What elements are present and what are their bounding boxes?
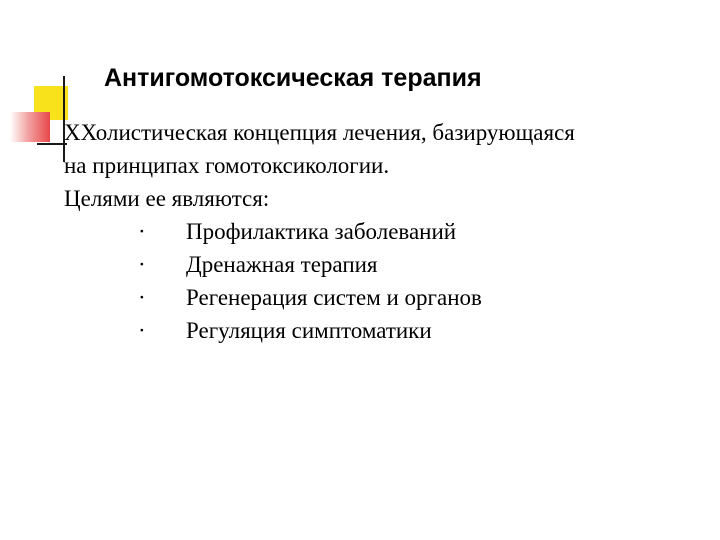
list-item-label: Регуляция симптоматики (186, 318, 432, 343)
list-item (64, 281, 704, 314)
list-item (64, 314, 704, 347)
list-item-label: Регенерация систем и органов (186, 285, 482, 310)
bullet: · (138, 219, 146, 244)
list-item (64, 215, 704, 248)
body-paragraph: на принципах гомотоксикологии. (64, 153, 390, 178)
emblem-horizontal-line (37, 143, 67, 145)
list-item (64, 248, 704, 281)
slide-body (64, 116, 704, 347)
bullet: · (138, 318, 146, 343)
list-item-label: Дренажная терапия (186, 252, 378, 277)
body-paragraph: Целями ее являются: (64, 186, 270, 211)
emblem-red-gradient (10, 112, 50, 142)
body-paragraph: ХХолистическая концепция лечения, базирующаяся (64, 120, 575, 145)
bullet: · (138, 252, 146, 277)
bullet: · (138, 285, 146, 310)
slide-title: Антигомотоксическая терапия (104, 64, 482, 92)
goals-list (64, 215, 704, 347)
list-item-label: Профилактика заболеваний (186, 219, 457, 244)
